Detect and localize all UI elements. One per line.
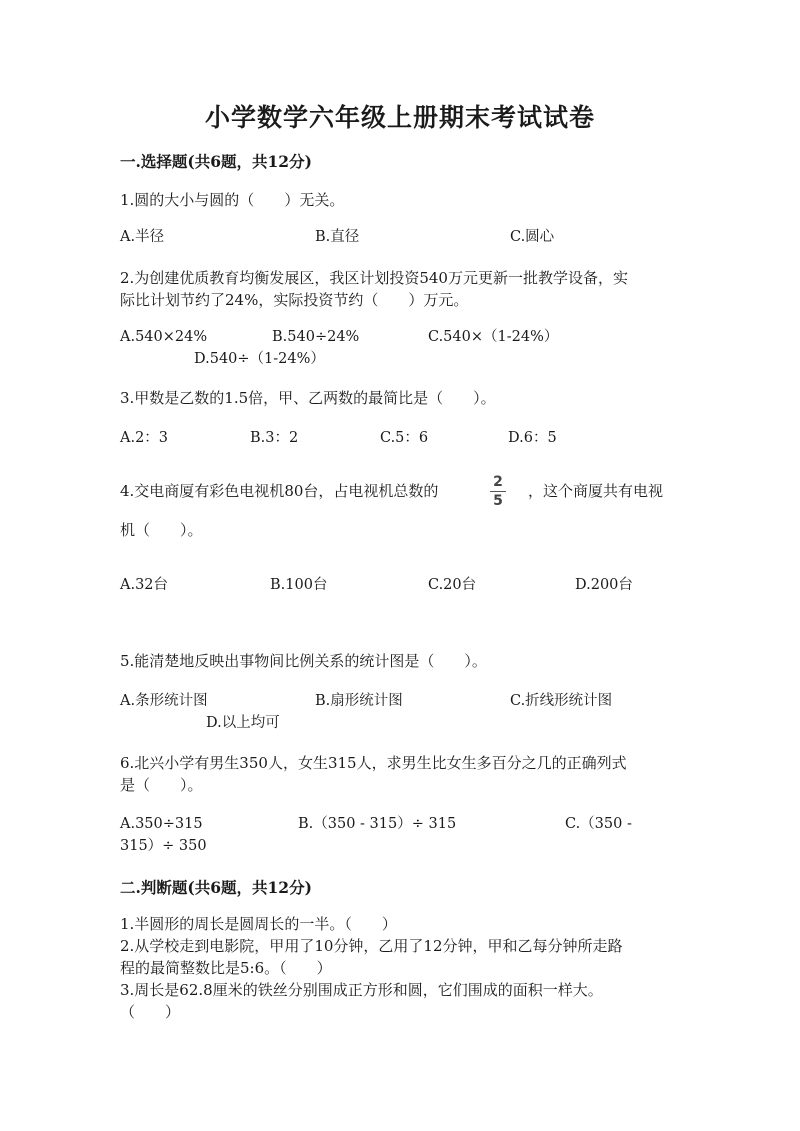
section-heading-true-false: 二.判断题(共6题，共12分) xyxy=(120,878,312,897)
q6-option-c: C.（350 - xyxy=(565,816,632,832)
question-6-line-1: 6.北兴小学有男生350人，女生315人，求男生比女生多百分之几的正确列式 xyxy=(120,754,627,772)
q3-option-c: C.5：6 xyxy=(380,430,429,446)
question-1-text: 1.圆的大小与圆的（ ）无关。 xyxy=(120,191,345,209)
q1-option-c: C.圆心 xyxy=(510,229,555,245)
q1-option-a: A.半径 xyxy=(120,229,165,245)
tf-question-2-line-1: 2.从学校走到电影院，甲用了10分钟，乙用了12分钟，甲和乙每分钟所走路 xyxy=(120,937,623,955)
q4-option-c: C.20台 xyxy=(428,577,477,593)
tf-question-3-line-2: （ ） xyxy=(120,1003,181,1021)
q3-option-b: B.3：2 xyxy=(250,430,299,446)
question-2-line-1: 2.为创建优质教育均衡发展区，我区计划投资540万元更新一批教学设备，实 xyxy=(120,269,628,287)
section-heading-choice: 一.选择题(共6题，共12分) xyxy=(120,152,312,171)
question-4-part-1: 4.交电商厦有彩色电视机80台，占电视机总数的 xyxy=(120,482,439,500)
q4-option-a: A.32台 xyxy=(120,577,169,593)
q1-option-b: B.直径 xyxy=(315,229,360,245)
question-4-line-2: 机（ ）。 xyxy=(120,521,203,539)
q5-option-c: C.折线形统计图 xyxy=(510,693,613,709)
q2-option-d: D.540÷（1-24%） xyxy=(194,351,325,367)
question-5-text: 5.能清楚地反映出事物间比例关系的统计图是（ ）。 xyxy=(120,652,487,670)
q5-option-b: B.扇形统计图 xyxy=(315,693,403,709)
fraction-denominator: 5 xyxy=(493,493,503,509)
q3-option-a: A.2：3 xyxy=(120,430,169,446)
q5-option-a: A.条形统计图 xyxy=(120,693,208,709)
fraction-numerator: 2 xyxy=(493,474,503,490)
tf-question-2-line-2: 程的最简整数比是5:6。（ ） xyxy=(120,959,332,977)
fraction-bar xyxy=(490,491,506,492)
q2-option-a: A.540×24% xyxy=(120,329,208,345)
question-4-part-2: ，这个商厦共有电视 xyxy=(528,482,664,500)
q4-option-d: D.200台 xyxy=(575,577,633,593)
q6-option-c-continued: 315）÷ 350 xyxy=(120,838,207,854)
q4-option-b: B.100台 xyxy=(270,577,328,593)
tf-question-3-line-1: 3.周长是62.8厘米的铁丝分别围成正方形和圆，它们围成的面积一样大。 xyxy=(120,981,603,999)
q6-option-b: B.（350 - 315）÷ 315 xyxy=(298,816,457,832)
q2-option-b: B.540÷24% xyxy=(272,329,360,345)
q2-option-c: C.540×（1-24%） xyxy=(428,329,559,345)
question-2-line-2: 际比计划节约了24%，实际投资节约（ ）万元。 xyxy=(120,291,469,309)
q5-option-d: D.以上均可 xyxy=(206,715,280,731)
q6-option-a: A.350÷315 xyxy=(120,816,203,832)
page-title: 小学数学六年级上册期末考试试卷 xyxy=(204,103,595,132)
q3-option-d: D.6：5 xyxy=(508,430,557,446)
fraction-two-fifths xyxy=(488,474,508,509)
tf-question-1: 1.半圆形的周长是圆周长的一半。（ ） xyxy=(120,915,397,933)
question-3-text: 3.甲数是乙数的1.5倍，甲、乙两数的最简比是（ ）。 xyxy=(120,389,496,407)
question-6-line-2: 是（ ）。 xyxy=(120,776,203,794)
